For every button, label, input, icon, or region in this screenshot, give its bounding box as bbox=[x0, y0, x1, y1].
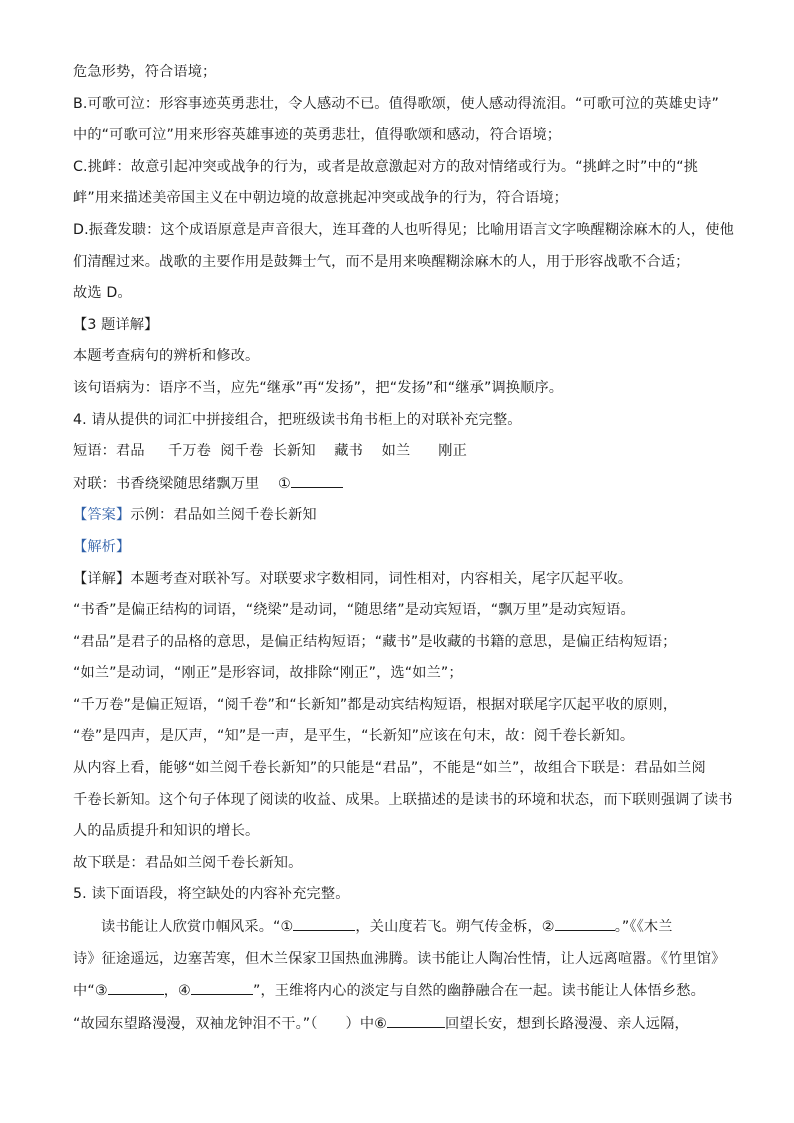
fill-blank-line bbox=[73, 916, 723, 937]
text-line: 该句语病为：语序不当，应先“继承”再“发扬”，把“发扬”和“继承”调换顺序。 bbox=[73, 379, 564, 396]
fill-text: ，关山度若飞。朔气传金柝，② bbox=[355, 919, 555, 936]
answer-blank bbox=[191, 980, 253, 995]
analysis-tag: 【解析】 bbox=[73, 538, 131, 555]
fill-text: 中“③ bbox=[73, 983, 108, 1000]
detail-line bbox=[73, 569, 723, 589]
answer-line bbox=[73, 505, 723, 525]
couplet-line bbox=[73, 473, 723, 494]
text-line: 故选 D。 bbox=[73, 285, 132, 302]
answer-blank bbox=[555, 916, 615, 931]
text-line: 们清醒过来。战歌的主要作用是鼓舞士气，而不是用来唤醒糊涂麻木的人，用于形容战歌不合适； bbox=[73, 253, 690, 270]
fill-text: 。”《《木兰 bbox=[614, 919, 673, 936]
text-line: “君品”是君子的品格的意思，是偏正结构短语；“藏书”是收藏的书籍的意思，是偏正结构短语； bbox=[73, 633, 677, 650]
text-line: B.可歌可泣：形容事迹英勇悲壮，令人感动不已。值得歌颂，使人感动得流泪。“可歌可泣的英雄史诗” bbox=[73, 95, 720, 112]
text-line: 人的品质提升和知识的增长。 bbox=[73, 823, 260, 840]
document-page bbox=[73, 62, 734, 1034]
text-line: 千卷长新知。这个句子体现了阅读的收益、成果。上联描述的是读书的环境和状态，而下联则强调了读书 bbox=[73, 791, 733, 808]
text-line: 诗》征途遥远，边塞苦寒，但木兰保家卫国热血沸腾。读书能让人陶冶性情，让人远离喧嚣。《竹里馆》 bbox=[73, 950, 726, 967]
fill-text: ，④ bbox=[163, 983, 191, 1000]
answer-blank bbox=[108, 980, 164, 995]
fill-blank-line bbox=[73, 1013, 723, 1034]
fill-blank-line bbox=[73, 980, 723, 1001]
answer-blank bbox=[291, 473, 343, 488]
phrase-list-text: 短语：君品 千万卷 阅千卷 长新知 藏书 如兰 刚正 bbox=[73, 443, 467, 460]
text-line: 故下联是：君品如兰阅千卷长新知。 bbox=[73, 854, 303, 871]
detail-tag: 【详解】 bbox=[73, 570, 131, 587]
text-line: “卷”是四声，是仄声，“知”是一声，是平生，“长新知”应该在句末，故：阅千卷长新知。 bbox=[73, 728, 635, 745]
answer-tag: 【答案】 bbox=[73, 507, 131, 524]
text-line: “千万卷”是偏正短语，“阅千卷”和“长新知”都是动宾结构短语，根据对联尾字仄起平收的原则， bbox=[73, 696, 678, 713]
question-title: 4. 请从提供的词汇中拼接组合，把班级读书角书柜上的对联补充完整。 bbox=[73, 411, 522, 428]
text-line: D.振聋发聩：这个成语原意是声音很大，连耳聋的人也听得见；比喻用语言文字唤醒糊涂麻木的人，使他 bbox=[73, 221, 734, 238]
couplet-prefix: 对联：书香绕梁随思绪飘万里 ① bbox=[73, 475, 291, 492]
fill-text: ”，王维将内心的淡定与自然的幽静融合在一起。读书能让人体悟乡愁。 bbox=[252, 983, 705, 1000]
phrase-list bbox=[73, 441, 723, 461]
text-line: C.挑衅：故意引起冲突或战争的行为，或者是故意激起对方的敌对情绪或行为。“挑衅之时”中的“挑 bbox=[73, 158, 699, 175]
question-title: 5. 读下面语段，将空缺处的内容补充完整。 bbox=[73, 886, 350, 903]
answer-text: 示例：君品如兰阅千卷长新知 bbox=[130, 507, 317, 524]
text-line: “书香”是偏正结构的词语，“绕梁”是动词，“随思绪”是动宾短语，“飘万里”是动宾短语。 bbox=[73, 602, 635, 619]
text-line: 危急形势，符合语境； bbox=[73, 64, 217, 80]
detail-text: 本题考查对联补写。对联要求字数相同，词性相对，内容相关，尾字仄起平收。 bbox=[130, 570, 633, 587]
fill-text: “故园东望路漫漫，双袖龙钟泪不干。”（ ）中⑥ bbox=[73, 1015, 388, 1032]
fill-text: 回望长安，想到长路漫漫、亲人远隔， bbox=[445, 1015, 689, 1032]
analysis-tag-line bbox=[73, 537, 723, 557]
section-heading: 【3 题详解】 bbox=[73, 316, 159, 333]
answer-blank bbox=[387, 1013, 445, 1028]
answer-blank bbox=[293, 916, 355, 931]
text-line: 衅”用来描述美帝国主义在中朝边境的故意挑起冲突或战争的行为，符合语境； bbox=[73, 190, 568, 207]
fill-text: 读书能让人欣赏巾帼风采。“① bbox=[101, 919, 294, 936]
text-line: 本题考查病句的辨析和修改。 bbox=[73, 348, 260, 365]
text-line: 中的“可歌可泣”用来形容英雄事迹的英勇悲壮，值得歌颂和感动，符合语境； bbox=[73, 127, 562, 144]
text-line: “如兰”是动词，“刚正”是形容词，故排除“刚正”，选“如兰”； bbox=[73, 665, 463, 682]
text-line: 从内容上看，能够“如兰阅千卷长新知”的只能是“君品”，不能是“如兰”，故组合下联是：君品如兰阅 bbox=[73, 760, 706, 777]
